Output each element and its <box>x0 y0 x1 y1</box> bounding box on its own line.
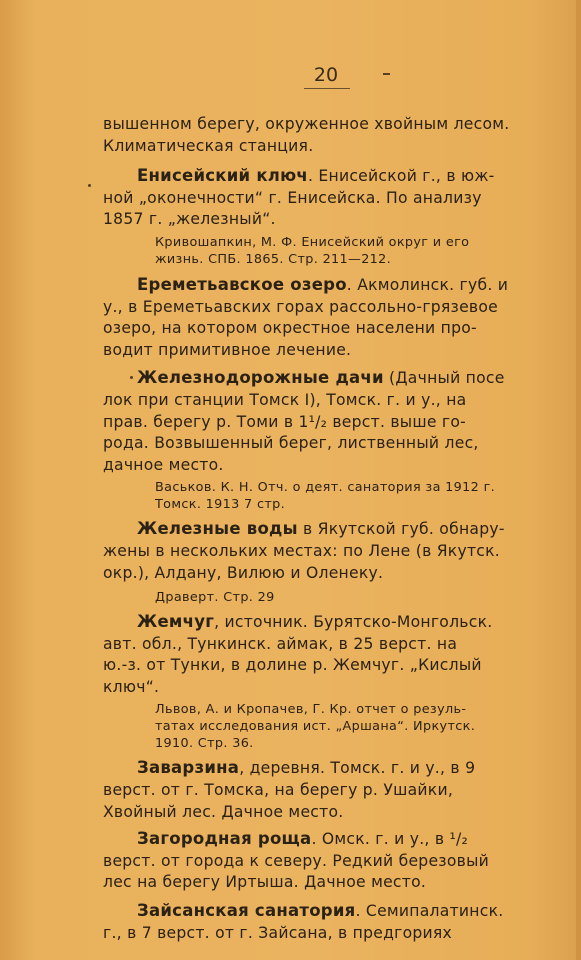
text-line: авт. обл., Тункинск. аймак, в 25 верст. на <box>103 634 458 653</box>
text-line: у., в Ереметьавских горах рассольно-грязевое <box>103 297 498 316</box>
entry-title: Енисейский ключ <box>137 166 309 186</box>
text-line: ю.-з. от Тунки, в долине р. Жемчуг. „Кислый <box>103 656 482 675</box>
text-line: окр.), Алдану, Вилюю и Оленеку. <box>103 563 384 582</box>
page-mark <box>383 73 390 75</box>
text-line: г., в 7 верст. от г. Зайсана, в предгориях <box>103 923 453 942</box>
text-line: озеро, на котором окрестное населени про- <box>103 319 477 338</box>
entry-title: Загородная роща <box>137 829 312 849</box>
reference: татах исследования ист. „Аршана“. Иркутск. <box>155 719 476 735</box>
reference: жизнь. СПБ. 1865. Стр. 211—212. <box>155 251 392 267</box>
text-line: лес на берегу Иртыша. Дачное место. <box>103 873 427 892</box>
reference: Львов, А. и Кропачев, Г. Кр. отчет о резуль- <box>155 702 467 718</box>
reference: Васьков. К. Н. Отч. о деят. санатория за 1912 г. <box>155 480 496 496</box>
text-line: 1857 г. „железный“. <box>103 210 276 229</box>
text-line: прав. берегу р. Томи в 1¹/₂ верст. выше го- <box>103 412 467 431</box>
entry-zavarzina: Заварзина, деревня. Томск. г. и у., в 9 <box>137 758 476 778</box>
reference: Кривошапкин, М. Ф. Енисейский округ и его <box>155 234 470 250</box>
page-number: 20 <box>313 64 339 86</box>
page-text <box>103 114 553 944</box>
text-line: водит примитивное лечение. <box>103 340 352 359</box>
entry-title: Ереметьавское озеро <box>137 274 347 294</box>
text-line: жены в нескольких местах: по Лене (в Якутск. <box>103 541 500 560</box>
entry-zaysanskaya-sanatoriya: Зайсанская санатория. Семипалатинск. <box>137 901 504 921</box>
text-line: лок при станции Томск I), Томск. г. и у., на <box>103 390 467 409</box>
entry-enisey-kluch: Енисейский ключ. Енисейской г., в юж- <box>137 166 495 186</box>
text-line: верст. от г. Томска, на берегу р. Ушайки, <box>103 781 454 800</box>
text-line: ключ“. <box>103 677 160 696</box>
entry-title: Железные воды <box>137 519 298 539</box>
entry-zheleznodorozhnye-dachi: Железнодорожные дачи (Дачный посе <box>137 368 505 388</box>
entry-eremetyavskoe-ozero: Ереметьавское озеро. Акмолинск. губ. и <box>137 274 509 294</box>
text-line: Хвойный лес. Дачное место. <box>103 802 344 821</box>
entry-title: Заварзина <box>137 758 240 778</box>
entry-title: Железнодорожные дачи <box>137 368 384 388</box>
entry-title: Зайсанская санатория <box>137 901 356 921</box>
text-line: верст. от города к северу. Редкий березовый <box>103 851 490 870</box>
text-line: дачное место. <box>103 455 224 474</box>
text-line: вышенном берегу, окруженное хвойным лесом. <box>103 115 510 133</box>
reference: Драверт. Стр. 29 <box>155 590 275 606</box>
text-line: ной „оконечности“ г. Енисейска. По анализу <box>103 188 482 207</box>
page-number-rule <box>304 88 350 89</box>
entry-zhemchug: Жемчуг, источник. Бурятско-Монгольск. <box>137 612 493 632</box>
print-speck <box>88 184 91 187</box>
entry-zheleznye-vody: Железные воды в Якутской губ. обнару- <box>137 519 505 539</box>
text-line: Климатическая станция. <box>103 136 314 155</box>
entry-zagorodnaya-roshcha: Загородная роща. Омск. г. и у., в ¹/₂ <box>137 829 468 849</box>
reference: Томск. 1913 7 стр. <box>155 497 286 513</box>
entry-title: Жемчуг <box>137 612 215 632</box>
reference: 1910. Стр. 36. <box>155 736 254 752</box>
text-line: рода. Возвышенный берег, лиственный лес, <box>103 434 479 453</box>
